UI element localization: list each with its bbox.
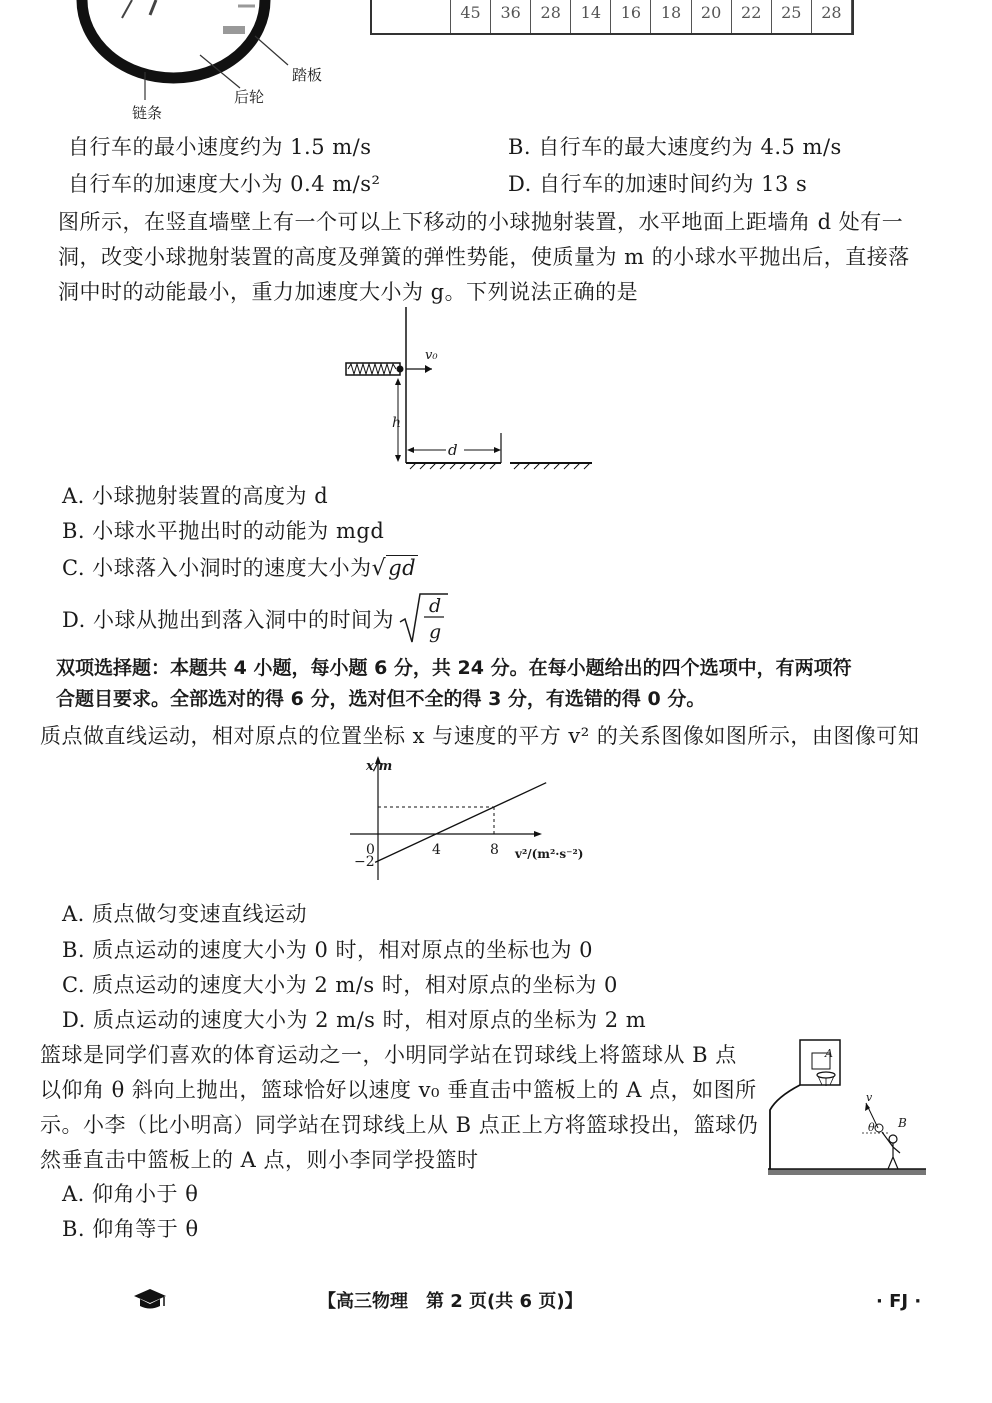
frac-denominator: g — [429, 621, 442, 643]
x-tick-4: 4 — [432, 842, 441, 858]
graph-option-d: D. 质点运动的速度大小为 2 m/s 时，相对原点的坐标为 2 m — [62, 1008, 647, 1032]
ball-shape — [397, 366, 404, 373]
footer-code: · FJ · — [876, 1291, 922, 1312]
ball-stem-line-2: 洞，改变小球抛射装置的高度及弹簧的弹性势能，使质量为 m 的小球水平抛出后，直接落 — [58, 245, 910, 269]
table-cell: 18 — [651, 0, 691, 33]
ball-option-d-text: D. 小球从抛出到落入洞中的时间为 — [62, 608, 394, 632]
basket-stem-line-3: 示。小李（比小明高）同学站在罚球线上从 B 点正上方将篮球投出，篮球仍 — [40, 1113, 759, 1137]
graph-option-c: C. 质点运动的速度大小为 2 m/s 时，相对原点的坐标为 0 — [62, 973, 618, 997]
bicycle-figure — [60, 0, 380, 125]
table-cell: 16 — [611, 0, 651, 33]
x-tick-8: 8 — [490, 842, 499, 858]
basket-stem-line-1: 篮球是同学们喜欢的体育运动之一，小明同学站在罚球线上将篮球从 B 点 — [40, 1043, 737, 1067]
basket-option-b: B. 仰角等于 θ — [62, 1217, 199, 1241]
launcher-figure — [340, 305, 600, 470]
partial-table — [370, 0, 854, 35]
prev-option-b: B. 自行车的最大速度约为 4.5 m/s — [508, 135, 842, 159]
table-cell: 14 — [571, 0, 611, 33]
table-cell: 45 — [451, 0, 491, 33]
frac-numerator: d — [429, 595, 442, 617]
ball-stem-line-1: 图所示，在竖直墙壁上有一个可以上下移动的小球抛射装置，水平地面上距墙角 d 处有一 — [58, 210, 904, 234]
graph-stem: 质点做直线运动，相对原点的位置坐标 x 与速度的平方 v² 的关系图像如图所示，由图像可知 — [40, 724, 920, 748]
sqrt-d-over-g — [398, 590, 450, 646]
v0-label: v₀ — [425, 348, 438, 363]
y-axis-label: x/m — [366, 759, 393, 774]
rear-wheel-label: 后轮 — [234, 88, 265, 106]
graph-option-b: B. 质点运动的速度大小为 0 时，相对原点的坐标也为 0 — [62, 938, 594, 962]
basket-stem-line-2: 以仰角 θ 斜向上抛出，篮球恰好以速度 v₀ 垂直击中篮板上的 A 点，如图所 — [40, 1078, 757, 1102]
pedal-label: 踏板 — [292, 66, 323, 84]
table-cell: 20 — [692, 0, 732, 33]
table-cell: 22 — [732, 0, 772, 33]
prev-option-a: 自行车的最小速度约为 1.5 m/s — [68, 135, 372, 159]
point-a-label: A — [825, 1047, 833, 1060]
x-v2-chart — [330, 752, 600, 887]
h-label: h — [392, 415, 402, 431]
prev-option-c: 自行车的加速度大小为 0.4 m/s² — [68, 172, 381, 196]
basketball-figure — [762, 1035, 932, 1180]
v-label: v — [866, 1091, 873, 1104]
ball-stem-line-3: 洞中时的动能最小，重力加速度大小为 g。下列说法正确的是 — [58, 280, 639, 304]
table-cell: 28 — [812, 0, 852, 33]
basket-option-a: A. 仰角小于 θ — [62, 1182, 199, 1206]
prev-option-d: D. 自行车的加速时间约为 13 s — [508, 172, 808, 196]
ball-option-c-text: C. 小球落入小洞时的速度大小为 — [62, 556, 372, 580]
origin-label: 0 — [366, 842, 375, 858]
section-line-1: 双项选择题：本题共 4 小题，每小题 6 分，共 24 分。在每小题给出的四个选项中，有两项符 — [56, 657, 852, 679]
table-cell: 25 — [772, 0, 812, 33]
x-axis-label: v²/(m²·s⁻²) — [515, 847, 584, 861]
table-cell: 36 — [491, 0, 531, 33]
ball-option-b: B. 小球水平抛出时的动能为 mgd — [62, 519, 385, 543]
player-head — [889, 1135, 897, 1143]
y-tick-minus-2: −2 — [354, 854, 375, 870]
pedal-shape — [223, 26, 245, 34]
ball-option-c: C. 小球落入小洞时的速度大小为√gd — [62, 556, 417, 581]
section-line-2: 合题目要求。全部选对的得 6 分，选对但不全的得 3 分，有选错的得 0 分。 — [56, 688, 706, 710]
theta-label: θ — [868, 1121, 875, 1134]
ball-option-a: A. 小球抛射装置的高度为 d — [62, 484, 329, 508]
basket-stem-line-4: 然垂直击中篮板上的 A 点，则小李同学投篮时 — [40, 1148, 479, 1172]
footer-page-info: 【高三物理 第 2 页(共 6 页)】 — [318, 1291, 583, 1312]
table-cell: 28 — [531, 0, 571, 33]
graph-option-a: A. 质点做匀变速直线运动 — [62, 902, 308, 926]
graduation-cap-icon — [132, 1287, 168, 1311]
backboard — [800, 1040, 840, 1085]
sqrt-gd: gd — [388, 556, 417, 580]
d-label: d — [448, 441, 458, 459]
chain-label: 链条 — [132, 104, 163, 122]
point-b-label: B — [898, 1116, 907, 1130]
